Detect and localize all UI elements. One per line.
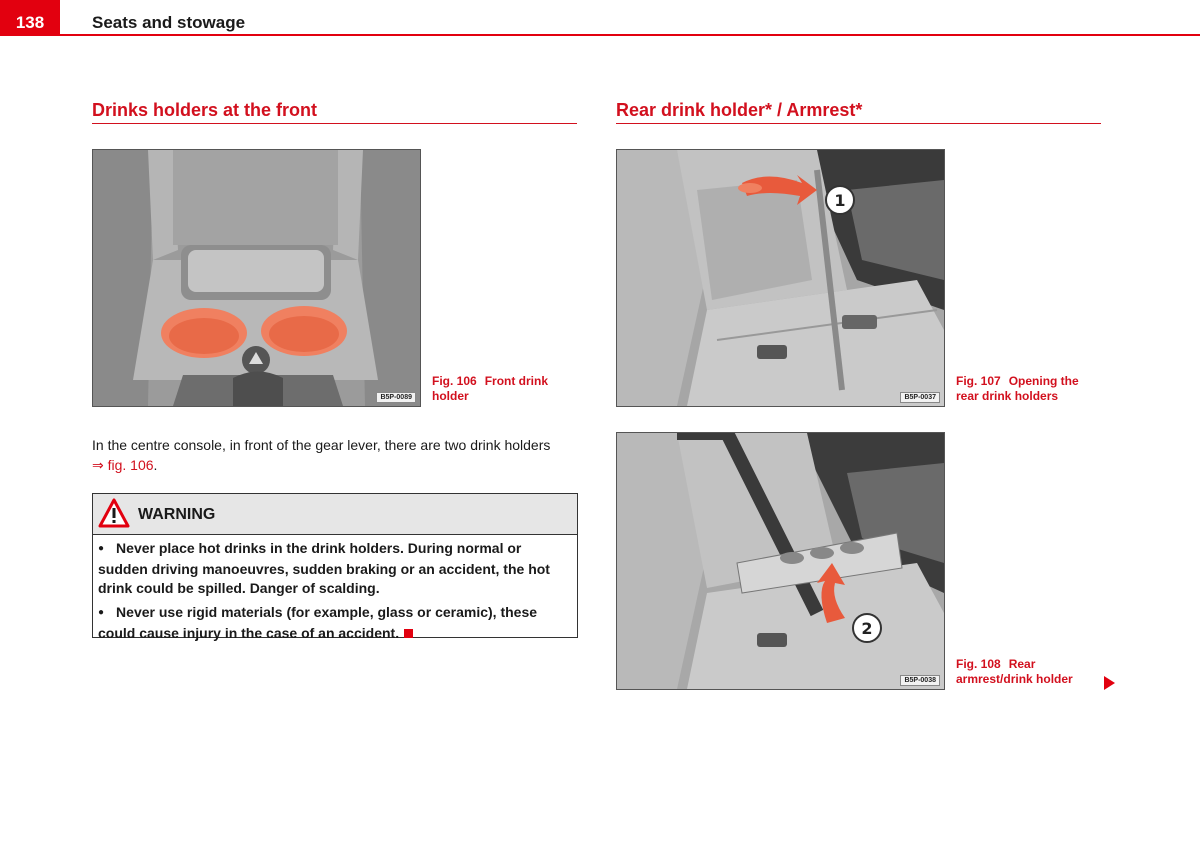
figure-107-text: Opening the rear drink holders [956,374,1079,403]
paragraph-text: In the centre console, in front of the gear lever, there are two drink holders [92,437,551,453]
bullet-icon: ● [98,607,105,618]
warning-item [98,603,572,643]
section-end-marker [404,629,413,638]
warning-header [93,494,577,535]
warning-box [92,493,578,641]
paragraph-end: . [153,457,158,473]
section-rule-rear [616,123,1101,124]
bullet-icon: ● [98,543,105,554]
figure-108-number: Fig. 108 [956,657,1001,671]
front-console-illustration [93,150,420,406]
figure-106-text: Front drink holder [432,374,549,403]
figure-108-text: Rear armrest/drink holder [956,657,1073,686]
figure-107-number: Fig. 107 [956,374,1001,388]
figure-108-caption [956,657,1096,687]
chapter-title: Seats and stowage [92,13,246,32]
section-title-rear: Rear drink holder* / Armrest* [616,100,863,120]
header-rule [60,34,1200,36]
warning-triangle-icon [98,498,130,528]
figure-106-image [92,149,421,407]
section-rule-front [92,123,577,124]
figure-code: B5P-0089 [376,392,416,403]
warning-title: WARNING [138,506,216,523]
figure-108-image [616,432,945,690]
warning-body [93,535,577,654]
figure-code: B5P-0038 [900,675,940,686]
figure-code: B5P-0037 [900,392,940,403]
rear-armrest-illustration [617,433,944,689]
callout-2: 2 [861,619,873,638]
intro-paragraph [92,435,577,475]
callout-1: 1 [834,191,846,210]
figure-106-link[interactable]: ⇒ fig. 106 [92,457,154,473]
warning-item-text: Never place hot drinks in the drink holders. During normal or sudden driving manoeuvres, sudden braking or an accident, the hot drink could be spilled. Danger of scalding. [98,540,550,596]
warning-item-text: Never use rigid materials (for example, glass or ceramic), these could cause injury in the case of an accident. [98,604,538,641]
figure-106-number: Fig. 106 [432,374,477,388]
next-page-arrow-icon[interactable] [1104,676,1115,690]
section-title-front: Drinks holders at the front [92,100,318,120]
figure-107-caption [956,374,1096,404]
figure-106-caption [432,374,572,404]
figure-107-image [616,149,945,407]
page-number: 138 [0,0,60,36]
rear-seat-opening-illustration [617,150,944,406]
warning-item [98,539,572,598]
